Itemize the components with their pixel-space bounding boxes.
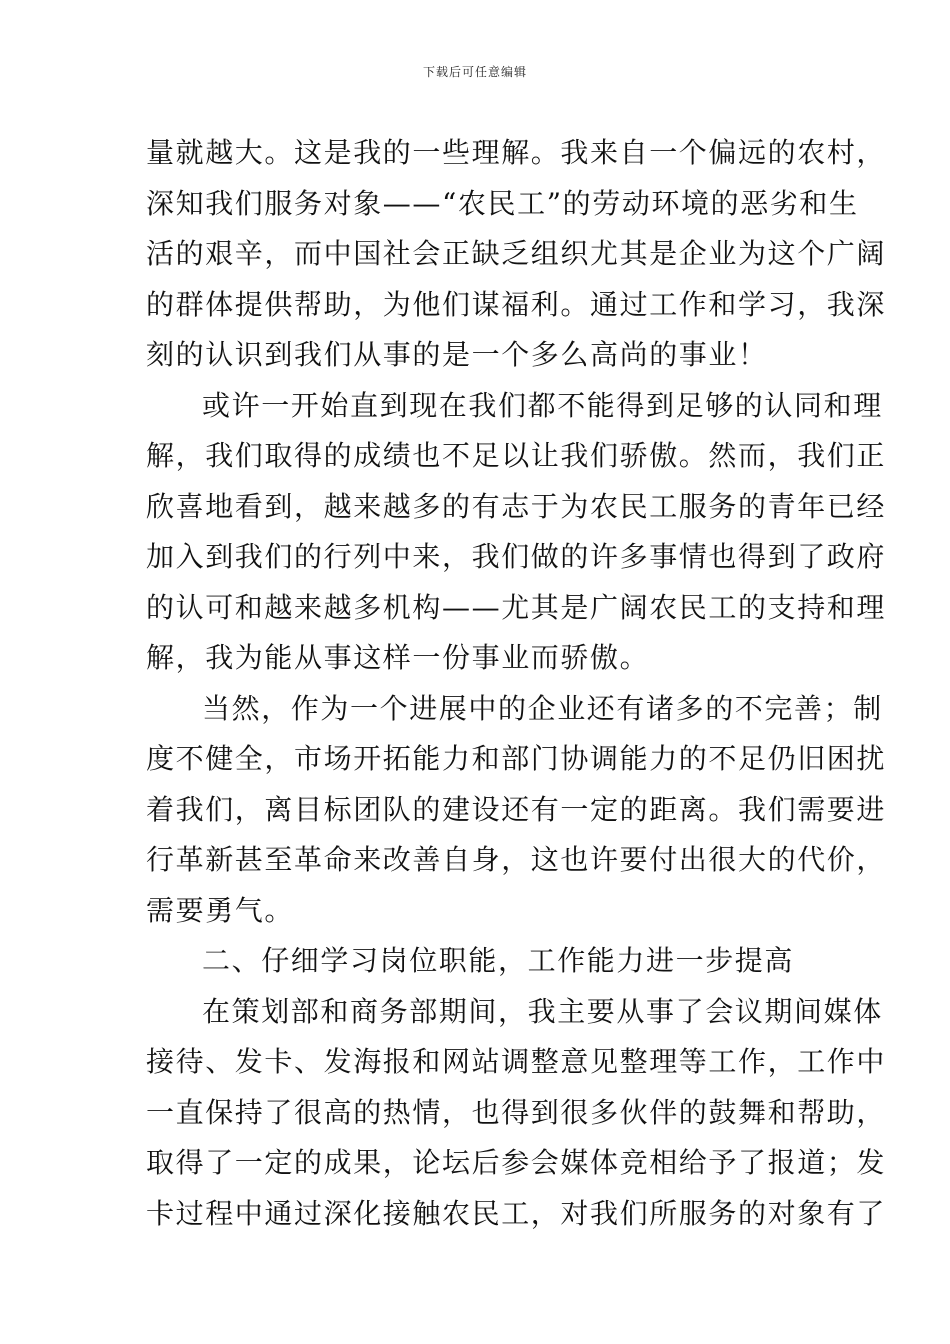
text-line: 活的艰辛，而中国社会正缺乏组织尤其是企业为这个广阔 — [146, 237, 887, 270]
text-line: 取得了一定的成果，论坛后参会媒体竞相给予了报道；发 — [146, 1146, 887, 1179]
text-line: 刻的认识到我们从事的是一个多么高尚的事业！ — [146, 338, 768, 371]
text-line: 卡过程中通过深化接触农民工，对我们所服务的对象有了 — [146, 1196, 887, 1230]
text-line: 解，我们取得的成绩也不足以让我们骄傲。然而，我们正 — [146, 439, 887, 472]
page-header-note: 下载后可任意编辑 — [422, 65, 527, 79]
paragraph-first-line: 当然，作为一个进展中的企业还有诸多的不完善；制 — [202, 691, 883, 725]
text-line: 量就越大。这是我的一些理解。我来自一个偏远的农村， — [146, 136, 887, 169]
text-line: 深知我们服务对象——“农民工”的劳动环境的恶劣和生 — [146, 186, 859, 220]
text-line: 的认可和越来越多机构——尤其是广阔农民工的支持和理 — [146, 590, 887, 624]
paragraph-first-line: 在策划部和商务部期间，我主要从事了会议期间媒体 — [202, 994, 883, 1028]
text-line: 接待、发卡、发海报和网站调整意见整理等工作，工作中 — [146, 1045, 887, 1078]
text-line: 着我们，离目标团队的建设还有一定的距离。我们需要进 — [146, 792, 887, 826]
section-heading: 二、仔细学习岗位职能，工作能力进一步提高 — [202, 944, 795, 977]
text-line: 行革新甚至革命来改善自身，这也许要付出很大的代价， — [146, 843, 887, 876]
text-line: 加入到我们的行列中来，我们做的许多事情也得到了政府 — [146, 540, 887, 573]
text-line: 度不健全，市场开拓能力和部门协调能力的不足仍旧困扰 — [146, 742, 887, 775]
text-line: 解，我为能从事这样一份事业而骄傲。 — [146, 641, 650, 674]
paragraph-first-line: 或许一开始直到现在我们都不能得到足够的认同和理 — [202, 388, 883, 422]
text-line: 欣喜地看到，越来越多的有志于为农民工服务的青年已经 — [146, 489, 887, 523]
text-line: 需要勇气。 — [146, 893, 295, 927]
document-body — [146, 128, 887, 1239]
text-line: 的群体提供帮助，为他们谋福利。通过工作和学习，我深 — [146, 287, 887, 321]
text-line: 一直保持了很高的热情，也得到很多伙伴的鼓舞和帮助， — [146, 1095, 887, 1129]
